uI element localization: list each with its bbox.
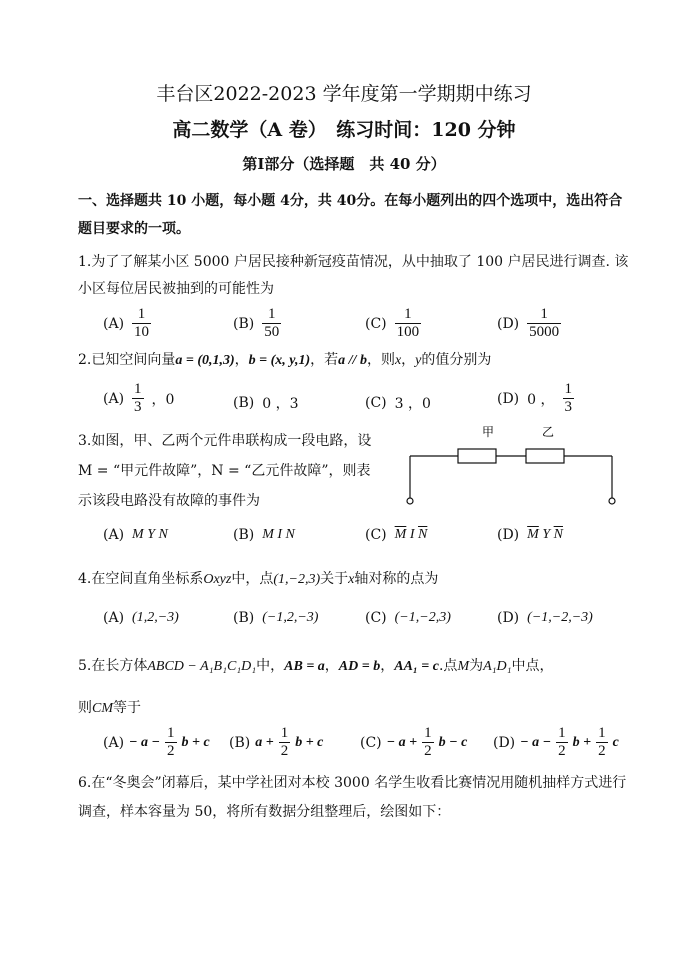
option-text: b + [572, 734, 592, 750]
operator: Y [538, 527, 554, 542]
question-6-line1: 6.在“冬奥会”闭幕后，某中学社团对本校 3000 名学生收看比赛情况用随机抽样方式进行 [78, 775, 627, 791]
complement-n: $\overline{N}$ [553, 527, 563, 542]
vector-b: b = (x, y,1) [248, 353, 311, 368]
stem-text: 则 [78, 700, 92, 716]
stem-text: ， [401, 352, 416, 368]
question-1-option-b [233, 306, 281, 342]
parallel-condition: a // b [338, 353, 367, 368]
numerator: 1 [280, 725, 289, 741]
var-x: x [348, 572, 355, 587]
option-label: (C) [365, 315, 387, 332]
fraction [165, 725, 177, 761]
option-label: (C) [365, 527, 387, 543]
question-1-line1: 1.为了了解某小区 5000 户居民接种新冠疫苗情况，从中抽取了 100 户居民进行调查. 该 [78, 254, 629, 270]
stem-text: 为 [469, 658, 484, 674]
question-5-stem [78, 655, 554, 675]
fraction [596, 725, 608, 761]
question-2-option-a [103, 381, 174, 417]
option-label: (C) [360, 734, 382, 751]
option-label: (B) [233, 395, 255, 411]
numerator: 1 [134, 381, 142, 397]
question-2-option-b [233, 393, 298, 413]
option-label: (A) [103, 527, 125, 543]
numerator: 1 [267, 306, 276, 322]
stem-text: .点 [438, 658, 458, 674]
option-text: (−1,−2,−3) [527, 610, 593, 625]
option-text: − a − [520, 734, 552, 750]
option-label: (D) [497, 610, 520, 626]
complement-m: $\overline{M}$ [527, 527, 539, 542]
denominator: 2 [424, 743, 432, 760]
option-label: (D) [493, 734, 516, 751]
option-label: (D) [497, 527, 520, 543]
option-label: (D) [497, 315, 520, 332]
option-text: b + c [295, 734, 324, 750]
numerator: 1 [558, 725, 566, 741]
operator: I [406, 527, 418, 542]
resistor-jia [458, 449, 496, 463]
question-2-stem [78, 349, 491, 369]
stem-text: 中点， [511, 658, 554, 674]
fraction [132, 381, 144, 417]
option-text: a + [255, 734, 274, 750]
option-text: b + c [181, 734, 210, 750]
numerator: 1 [598, 725, 606, 741]
stem-text: 中， [256, 658, 285, 674]
question-2-option-c [365, 393, 431, 413]
numerator: 1 [424, 725, 432, 741]
component-jia-label: 甲 [482, 425, 495, 439]
complement-n: $\overline{N}$ [417, 527, 428, 542]
resistor-yi [526, 449, 564, 463]
option-label: (B) [233, 610, 255, 626]
option-text: − a + [386, 734, 418, 750]
question-3-option-c [365, 527, 427, 543]
fraction [262, 306, 281, 342]
option-text: M I N [262, 527, 295, 542]
denominator: 3 [564, 399, 573, 416]
fraction [395, 306, 422, 342]
stem-text: 的值分别为 [421, 352, 492, 368]
fraction [422, 725, 434, 761]
section-instruction-line1: 一、选择题共 10 小题，每小题 4分，共 40分。在每小题列出的四个选项中，选出符合 [78, 193, 623, 209]
vector-ad: AD = b [338, 659, 381, 674]
option-label: (B) [229, 734, 251, 751]
option-label: (A) [103, 315, 125, 332]
denominator: 5000 [529, 324, 560, 341]
option-text: − a − [129, 734, 161, 750]
denominator: 3 [134, 399, 142, 416]
part-heading: 第Ⅰ部分（选择题 共 40 分） [242, 155, 446, 173]
denominator: 50 [264, 324, 280, 341]
option-text: (−1,−2,3) [394, 610, 451, 625]
stem-text: 2.已知空间向量 [78, 352, 176, 368]
stem-text: 5.在长方体 [78, 658, 148, 674]
question-3-option-d [497, 527, 563, 543]
option-text: ，0 [151, 391, 175, 408]
numerator: 1 [137, 306, 146, 322]
question-5-line2 [78, 697, 141, 717]
question-2-option-d [497, 381, 574, 417]
stem-text: ， [234, 352, 249, 368]
fraction [527, 306, 561, 342]
terminal-left [407, 498, 413, 504]
denominator: 10 [134, 324, 150, 341]
question-3-line3: 示该段电路没有故障的事件为 [78, 493, 260, 509]
stem-text: 轴对称的点为 [354, 571, 439, 587]
option-text [395, 527, 428, 543]
option-label: (C) [365, 395, 387, 411]
section-instruction-line2: 题目要求的一项。 [78, 221, 190, 237]
numerator: 1 [404, 306, 412, 322]
option-text: M Y N [132, 527, 168, 542]
question-4-option-b [233, 610, 318, 626]
option-label: (A) [103, 390, 125, 407]
point-m: M [457, 659, 470, 674]
question-6-line2: 调查，样本容量为 50，将所有数据分组整理后，绘图如下： [78, 804, 451, 820]
question-1-option-c [365, 306, 421, 342]
fraction [556, 725, 568, 761]
question-1-option-a [103, 306, 151, 342]
denominator: 2 [280, 743, 289, 760]
numerator: 1 [167, 725, 175, 741]
component-yi-label: 乙 [542, 425, 555, 439]
question-4-option-a [103, 610, 179, 626]
var-x: x [394, 353, 402, 368]
numerator: 1 [540, 306, 548, 322]
stem-text: 中，点 [231, 571, 274, 587]
option-label: (C) [365, 610, 387, 626]
question-3-line2: M = “甲元件故障”，N = “乙元件故障”，则表 [78, 463, 371, 479]
option-text: b − c [438, 734, 468, 750]
denominator: 2 [558, 743, 566, 760]
fraction [563, 381, 575, 417]
option-label: (D) [497, 390, 520, 407]
option-text: (1,2,−3) [132, 610, 179, 625]
stem-text: ， [380, 658, 395, 674]
point: (1,−2,3) [273, 572, 321, 587]
question-4-option-d [497, 610, 593, 626]
option-text: 0 ， [527, 391, 555, 408]
page-title: 丰台区2022-2023 学年度第一学期期中练习 [156, 83, 532, 105]
question-4-option-c [365, 610, 451, 626]
option-text: 3 ，0 [394, 396, 431, 412]
question-3-option-b [233, 527, 295, 543]
option-text: c [612, 734, 619, 750]
question-1-line2: 小区每位居民被抽到的可能性为 [78, 281, 274, 297]
question-4-stem [78, 568, 438, 588]
stem-text: 4.在空间直角坐标系 [78, 571, 204, 587]
segment-a1d1: A₁D₁ [483, 659, 512, 674]
question-3-option-a [103, 527, 168, 543]
numerator: 1 [564, 381, 573, 397]
question-5-option-c [360, 725, 467, 761]
vector-a: a = (0,1,3) [175, 353, 235, 368]
vector-aa1: AA₁ = c [394, 659, 439, 674]
option-label: (A) [103, 610, 125, 626]
question-1-option-d [497, 306, 561, 342]
option-label: (B) [233, 315, 255, 332]
stem-text: ，则 [366, 352, 395, 368]
option-text [527, 527, 563, 543]
option-label: (B) [233, 527, 255, 543]
complement-m: $\overline{M}$ [394, 527, 407, 542]
page-subtitle: 高二数学（A 卷） 练习时间：120 分钟 [172, 119, 516, 141]
option-text: (−1,2,−3) [262, 610, 319, 625]
series-circuit-diagram [400, 420, 625, 508]
cuboid-name: ABCD − A₁B₁C₁D₁ [147, 659, 257, 674]
fraction [279, 725, 291, 761]
question-5-option-b [229, 725, 323, 761]
option-label: (A) [103, 734, 125, 751]
stem-text: 关于 [320, 571, 349, 587]
denominator: 2 [167, 743, 175, 760]
option-text: 0 ，3 [262, 396, 299, 412]
question-5-option-d [493, 725, 619, 761]
vector-ab: AB = a [284, 659, 325, 674]
var-y: y [415, 353, 422, 368]
question-3-line1: 3.如图，甲、乙两个元件串联构成一段电路，设 [78, 433, 372, 449]
fraction [132, 306, 151, 342]
vector-cm: CM [92, 701, 113, 716]
stem-text: ，若 [310, 352, 339, 368]
denominator: 2 [598, 743, 606, 760]
stem-text: 等于 [113, 700, 141, 716]
stem-text: ， [324, 658, 339, 674]
terminal-right [609, 498, 615, 504]
question-5-option-a [103, 725, 210, 761]
coordinate-system: Oxyz [203, 572, 232, 587]
denominator: 100 [396, 324, 420, 341]
